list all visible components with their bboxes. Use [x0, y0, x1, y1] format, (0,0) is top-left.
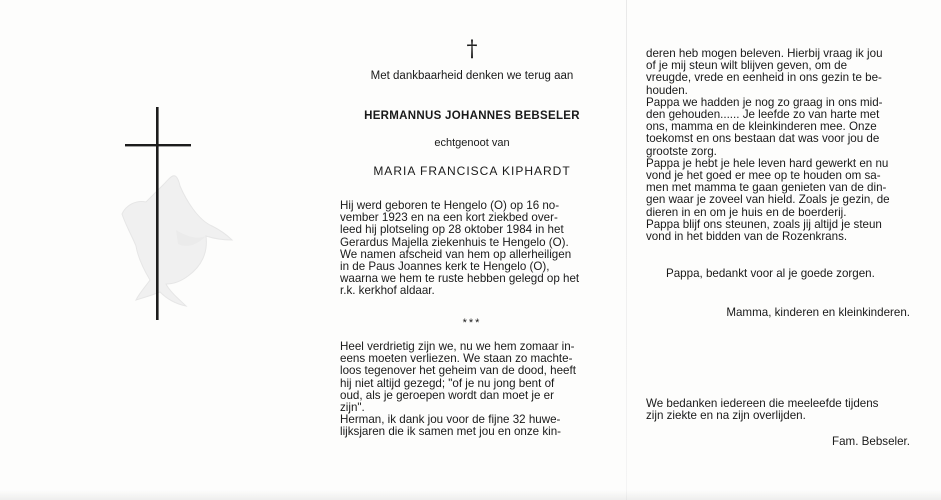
separator: ***: [462, 317, 482, 329]
spouse-label: echtgenoot van: [434, 137, 510, 149]
acknowledgement-paragraph: We bedanken iedereen die meeleefde tijdens zijn ziekte en na zijn overlijden.: [646, 397, 879, 423]
bottom-edge: [0, 490, 941, 500]
fold-line: [626, 0, 627, 500]
tribute-continuation: deren heb mogen beleven. Hierbij vraag ik jou of je mij steun wilt blijven geven, om de vreugde, vrede en eenheid in ons gezin te be- houden. Pappa we hadden je nog zo graag in ons mid- den gehouden...... Je leefde zo van harte met ons, mamma en de kleinkinderen mee. Onze toekomst en ons bestaan dat was voor jou de grootste zorg. Pappa je hebt je hele leven hard gewerkt en nu vond je het goed er mee op te houden om sa- men met mamma te gaan genieten van de din- gen waar je zoveel van hield. Zoals je gezin, de dieren in en om je huis en de boerderij. Pappa blijf ons steunen, zoals jij altijd je steun vond in het bidden van de Rozenkrans.: [646, 47, 890, 244]
intro-text: Met dankbaarheid denken we terug aan: [370, 70, 574, 82]
tribute-paragraph: Heel verdrietig zijn we, nu we hem zomaar in- eens moeten verliezen. We staan zo machte- loos tegenover het geheim van de dood, heeft hij niet altijd gezegd; "of je nu jong bent of oud, als je geroepen wordt dan moet je er zijn". Herman, ik dank jou voor de fijne 32 huwe- lijksjaren die ik samen met jou en onze kin-: [340, 340, 576, 439]
family-closing: Mamma, kinderen en kleinkinderen.: [726, 306, 910, 319]
spouse-name: MARIA FRANCISCA KIPHARDT: [373, 164, 571, 178]
biography-paragraph: Hij werd geboren te Hengelo (O) op 16 no- vember 1923 en na een kort ziekbed over- leed hij plotseling op 28 oktober 1984 in het Gerardus Majella ziekenhuis te Hengelo (O). We namen afscheid van hem op allerheiligen in de Paus Joannes kerk te Hengelo (O), waarna we hem te ruste hebben gelegd op het r.k. kerkhof aldaar.: [340, 199, 580, 298]
thanks-pappa: Pappa, bedankt voor al je goede zorgen.: [666, 267, 875, 280]
dagger-symbol: †: [466, 37, 478, 62]
cross-icon: [0, 0, 260, 330]
signature: Fam. Bebseler.: [832, 435, 910, 448]
deceased-name: HERMANNUS JOHANNES BEBSELER: [364, 110, 580, 122]
